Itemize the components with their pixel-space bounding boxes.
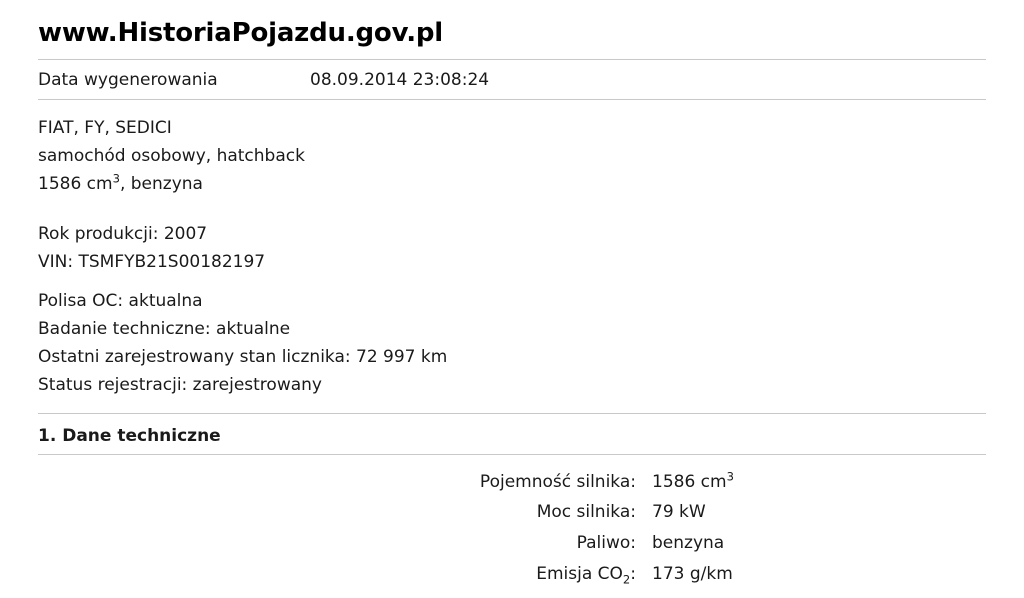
generation-date-row	[38, 60, 986, 99]
table-row	[38, 528, 986, 559]
vehicle-body-type: samochód osobowy, hatchback	[38, 146, 305, 167]
vin-number: VIN: TSMFYB21S00182197	[38, 252, 266, 273]
co2-label-subscript: 2	[622, 572, 631, 587]
summary-spacer	[38, 198, 986, 220]
table-row	[38, 467, 986, 498]
table-row	[38, 497, 986, 528]
generation-date-label: Data wygenerowania	[38, 70, 218, 91]
vehicle-summary	[38, 100, 986, 398]
production-year: Rok produkcji: 2007	[38, 224, 208, 245]
spec-value-engine-capacity	[652, 467, 986, 498]
page-title: www.HistoriaPojazdu.gov.pl	[38, 18, 443, 48]
odometer-reading: Ostatni zarejestrowany stan licznika: 72 997 km	[38, 346, 448, 367]
document-content	[38, 0, 986, 589]
engine-capacity-exponent: 3	[112, 171, 120, 186]
spec-value-engine-capacity-exponent: 3	[726, 469, 734, 484]
spec-value-engine-capacity-text: 1586 cm	[652, 471, 727, 492]
table-row	[38, 559, 986, 590]
registration-status: Status rejestracji: zarejestrowany	[38, 374, 322, 395]
spec-label-engine-power: Moc silnika:	[536, 502, 636, 523]
inspection-status: Badanie techniczne: aktualne	[38, 318, 291, 339]
spec-label-fuel: Paliwo:	[576, 532, 636, 553]
pre-section-spacer	[38, 399, 986, 413]
vehicle-engine-fuel	[38, 170, 986, 198]
spec-value-fuel: benzyna	[652, 532, 725, 553]
summary-spacer-2	[38, 277, 986, 287]
technical-data-table	[38, 467, 986, 590]
spec-label-engine-capacity: Pojemność silnika:	[479, 471, 636, 492]
co2-label-colon: :	[630, 563, 636, 584]
co2-label-text: Emisja CO	[536, 563, 623, 584]
section-1-title: 1. Dane techniczne	[38, 425, 221, 446]
insurance-status: Polisa OC: aktualna	[38, 290, 203, 311]
divider-below-section1-title	[38, 454, 986, 455]
generation-date-value: 08.09.2014 23:08:24	[310, 70, 490, 91]
engine-capacity-text: 1586 cm	[38, 174, 113, 195]
spec-value-co2-emission: 173 g/km	[652, 563, 733, 584]
spec-value-engine-power: 79 kW	[652, 502, 706, 523]
engine-fuel-text: , benzyna	[119, 174, 203, 195]
spec-label-co2-emission	[38, 559, 652, 590]
vehicle-make-model: FIAT, FY, SEDICI	[38, 118, 172, 139]
